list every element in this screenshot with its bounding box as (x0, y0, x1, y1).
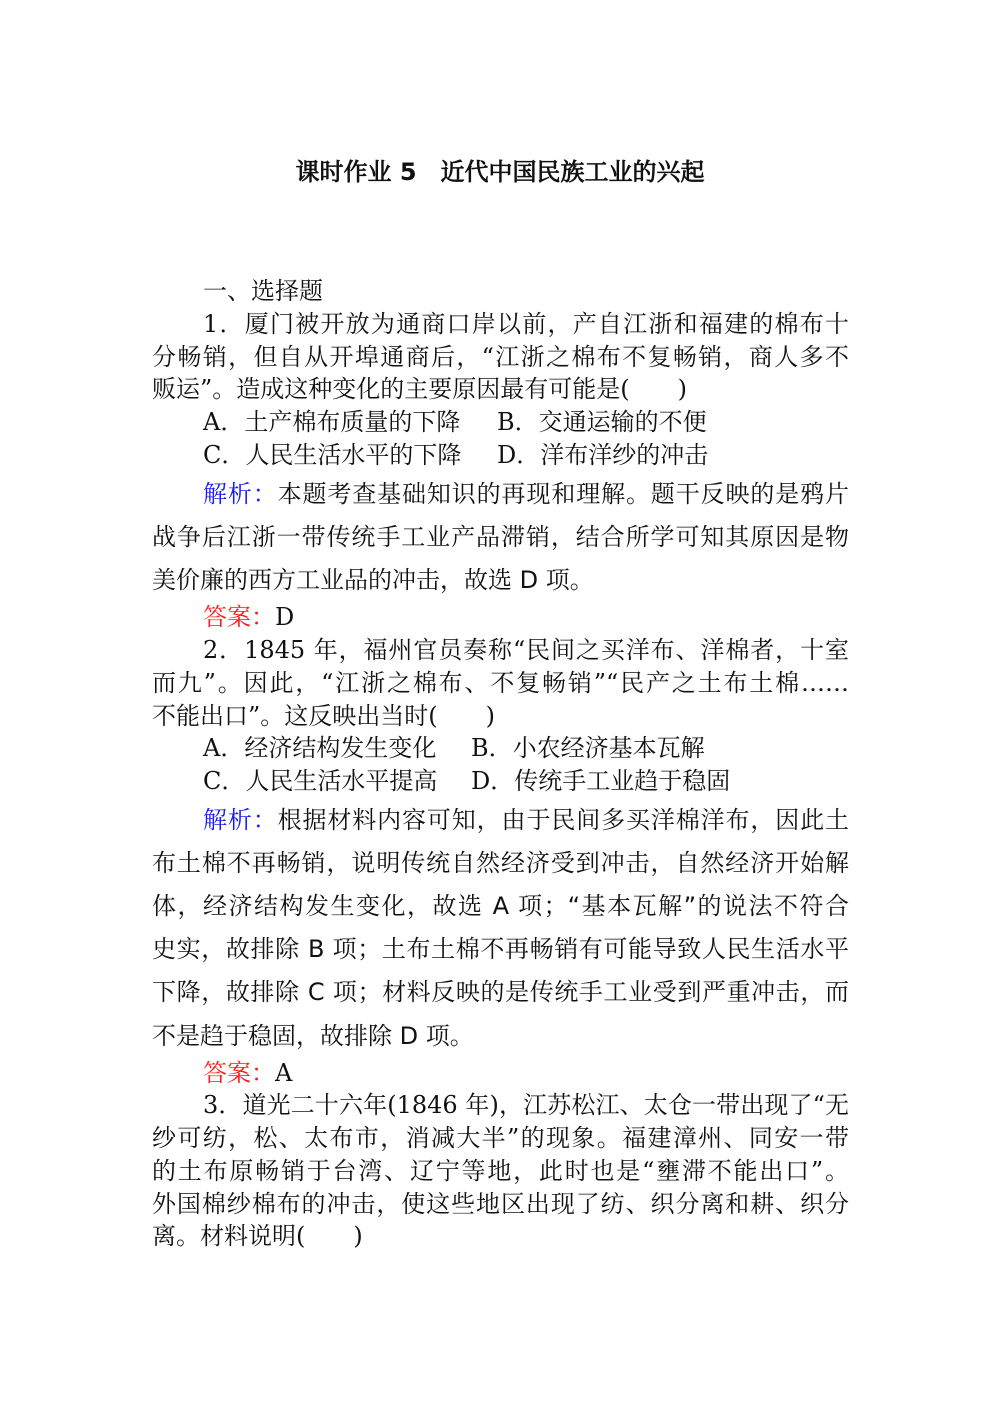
option-a: A．经济结构发生变化 (203, 734, 437, 762)
analysis-text: 根据材料内容可知，由于民间多买洋棉洋布，因此土 (277, 806, 849, 834)
answer-value: A (275, 1059, 293, 1087)
analysis-text: 布土棉不再畅销，说明传统自然经济受到冲击，自然经济开始解 (152, 849, 849, 877)
option-c: C．人民生活水平提高 (203, 767, 438, 795)
option-b: B．交通运输的不便 (497, 408, 707, 436)
question-1-stem-line: 分畅销，但自从开埠通商后，“江浙之棉布不复畅销，商人多不 (152, 343, 849, 371)
analysis-text: 美价廉的西方工业品的冲击，故选 D 项。 (152, 566, 594, 594)
option-a: A．土产棉布质量的下降 (203, 408, 461, 436)
option-c: C．人民生活水平的下降 (203, 441, 462, 469)
analysis-text: 战争后江浙一带传统手工业产品滞销，结合所学可知其原因是物 (152, 523, 849, 551)
analysis-line (203, 804, 849, 836)
option-d: D．传统手工业趋于稳固 (471, 767, 731, 795)
answer-line (203, 1057, 849, 1089)
question-2-stem-line: 不能出口”。这反映出当时( ) (152, 702, 495, 730)
analysis-line (152, 521, 849, 553)
analysis-line (152, 564, 849, 596)
question-1-stem-line: 贩运”。造成这种变化的主要原因最有可能是( ) (152, 375, 687, 403)
analysis-text: 下降，故排除 C 项；材料反映的是传统手工业受到严重冲击，而 (152, 978, 849, 1006)
analysis-text: 不是趋于稳固，故排除 D 项。 (152, 1022, 474, 1050)
option-b: B．小农经济基本瓦解 (471, 734, 705, 762)
answer-label: 答案： (203, 603, 275, 631)
option-d: D．洋布洋纱的冲击 (497, 441, 709, 469)
analysis-label: 解析： (203, 806, 278, 834)
analysis-text: 本题考查基础知识的再现和理解。题干反映的是鸦片 (277, 480, 849, 508)
answer-label: 答案： (203, 1059, 275, 1087)
section-heading: 一、选择题 (203, 277, 323, 305)
analysis-line (152, 933, 849, 965)
answer-line (203, 601, 849, 633)
question-3-stem-line: 离。材料说明( ) (152, 1222, 363, 1250)
question-2-stem-line: 2．1845 年，福州官员奏称“民间之买洋布、洋棉者，十室 (203, 636, 849, 664)
page-title: 课时作业 5 近代中国民族工业的兴起 (295, 158, 705, 186)
analysis-line (152, 1020, 849, 1052)
question-3-stem-line: 纱可纺，松、太布市，消减大半”的现象。福建漳州、同安一带 (152, 1124, 849, 1152)
analysis-line (152, 847, 849, 879)
question-2-stem-line: 而九”。因此，“江浙之棉布、不复畅销”“民产之土布土棉…… (152, 669, 849, 697)
question-3-stem-line: 的土布原畅销于台湾、辽宁等地，此时也是“壅滞不能出口”。 (152, 1157, 849, 1185)
analysis-text: 史实，故排除 B 项；土布土棉不再畅销有可能导致人民生活水平 (152, 935, 849, 963)
analysis-text: 体，经济结构发生变化，故选 A 项；“基本瓦解”的说法不符合 (152, 892, 849, 920)
question-1-stem-line: 1．厦门被开放为通商口岸以前，产自江浙和福建的棉布十 (203, 310, 849, 338)
analysis-line (203, 478, 849, 510)
question-3-stem-line: 外国棉纱棉布的冲击，使这些地区出现了纺、织分离和耕、织分 (152, 1190, 849, 1218)
question-3-stem-line: 3．道光二十六年(1846 年)，江苏松江、太仓一带出现了“无 (203, 1091, 849, 1119)
answer-value: D (275, 603, 295, 631)
analysis-line (152, 976, 849, 1008)
analysis-label: 解析： (203, 480, 278, 508)
analysis-line (152, 890, 849, 922)
